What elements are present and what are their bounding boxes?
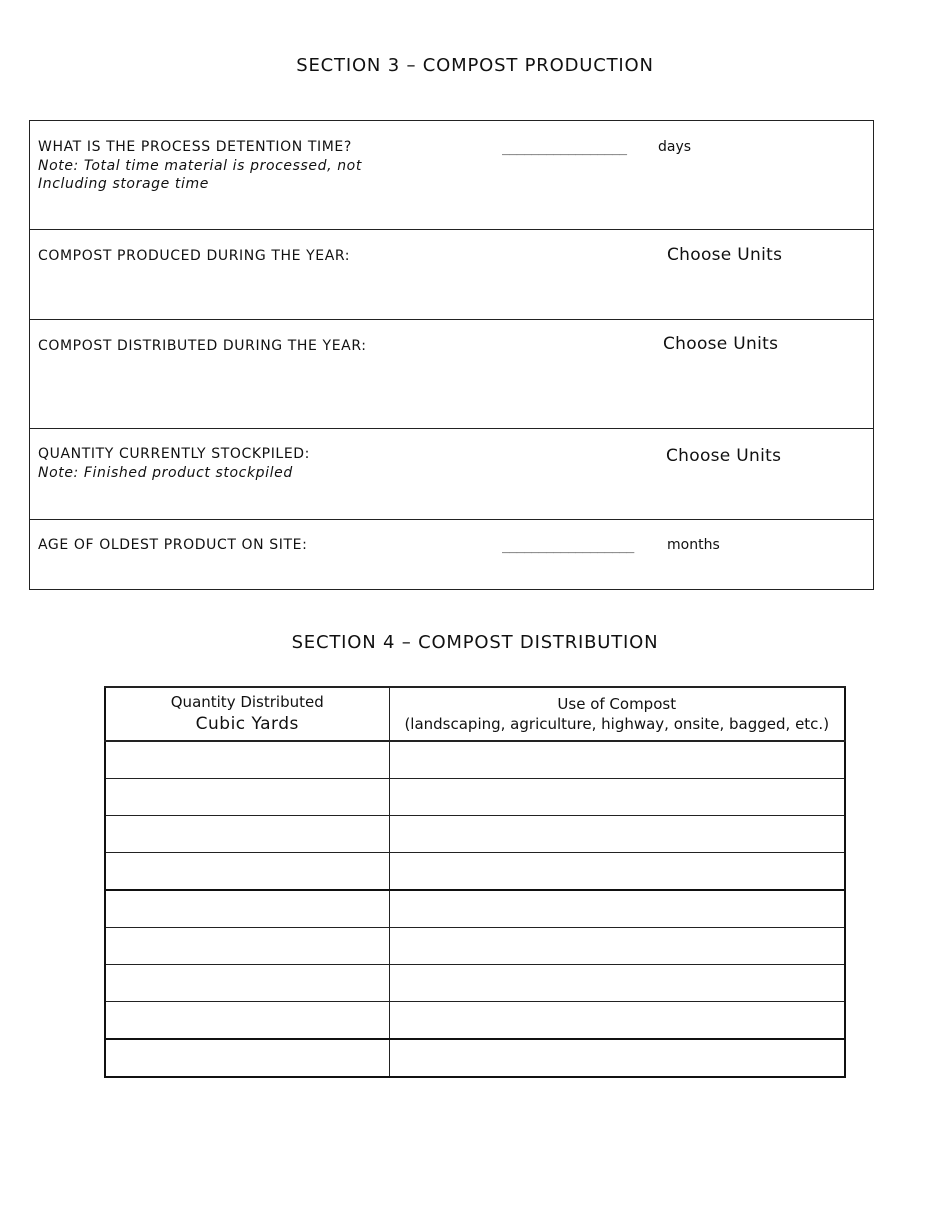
quantity-cell[interactable] (105, 779, 389, 816)
table-row (105, 890, 845, 928)
section-4-title: SECTION 4 – COMPOST DISTRIBUTION (291, 632, 659, 653)
table-header-row (105, 687, 845, 741)
compost-distributed-row (30, 319, 873, 428)
quantity-input[interactable] (106, 965, 389, 1001)
use-input[interactable] (390, 742, 845, 778)
quantity-cell[interactable] (105, 853, 389, 891)
use-cell[interactable] (389, 853, 845, 891)
stockpiled-label: QUANTITY CURRENTLY STOCKPILED: (38, 446, 310, 462)
use-input[interactable] (390, 928, 845, 964)
table-row (105, 816, 845, 853)
table-row (105, 928, 845, 965)
quantity-column-header (105, 687, 389, 741)
compost-distributed-units-select[interactable]: Choose Units (663, 334, 779, 354)
quantity-cell[interactable] (105, 1039, 389, 1077)
quantity-cell[interactable] (105, 816, 389, 853)
use-cell[interactable] (389, 890, 845, 928)
quantity-input[interactable] (106, 928, 389, 964)
use-cell[interactable] (389, 779, 845, 816)
compost-produced-label: COMPOST PRODUCED DURING THE YEAR: (38, 248, 351, 264)
quantity-cell[interactable] (105, 890, 389, 928)
oldest-product-age-field[interactable]: __________________ (502, 539, 634, 554)
table-row (105, 853, 845, 891)
stockpiled-row (30, 428, 873, 519)
use-cell[interactable] (389, 1039, 845, 1077)
detention-time-note-line2: Including storage time (38, 176, 209, 192)
quantity-cell[interactable] (105, 741, 389, 779)
quantity-header-line2: Cubic Yards (195, 714, 299, 734)
use-column-header (389, 687, 845, 741)
compost-distributed-label: COMPOST DISTRIBUTED DURING THE YEAR: (38, 338, 367, 354)
table-row (105, 741, 845, 779)
compost-distribution-table (104, 686, 846, 1078)
use-input[interactable] (390, 891, 845, 927)
use-cell[interactable] (389, 1002, 845, 1040)
quantity-header-line1: Quantity Distributed (170, 693, 324, 711)
use-input[interactable] (390, 1002, 845, 1038)
detention-time-row (30, 121, 873, 229)
use-input[interactable] (390, 816, 845, 852)
quantity-input[interactable] (106, 742, 389, 778)
quantity-input[interactable] (106, 891, 389, 927)
quantity-input[interactable] (106, 1040, 389, 1076)
detention-time-field[interactable]: _________________ (502, 141, 627, 156)
section-3-title: SECTION 3 – COMPOST PRODUCTION (296, 55, 654, 76)
table-row (105, 965, 845, 1002)
use-input[interactable] (390, 1040, 845, 1076)
use-input[interactable] (390, 779, 845, 815)
quantity-input[interactable] (106, 816, 389, 852)
compost-production-form (29, 120, 874, 590)
use-cell[interactable] (389, 965, 845, 1002)
stockpiled-units-select[interactable]: Choose Units (666, 446, 782, 466)
use-header-line2: (landscaping, agriculture, highway, onsite, bagged, etc.) (404, 715, 830, 733)
use-cell[interactable] (389, 741, 845, 779)
quantity-cell[interactable] (105, 965, 389, 1002)
quantity-input[interactable] (106, 1002, 389, 1038)
detention-time-note-line1: Note: Total time material is processed, not (38, 158, 362, 174)
quantity-cell[interactable] (105, 928, 389, 965)
detention-time-unit: days (658, 139, 692, 155)
oldest-product-age-row (30, 519, 873, 589)
use-cell[interactable] (389, 816, 845, 853)
use-input[interactable] (390, 965, 845, 1001)
quantity-input[interactable] (106, 853, 389, 889)
detention-time-label: WHAT IS THE PROCESS DETENTION TIME? (38, 139, 352, 155)
stockpiled-note: Note: Finished product stockpiled (38, 465, 293, 481)
use-cell[interactable] (389, 928, 845, 965)
compost-produced-row (30, 229, 873, 319)
table-row (105, 779, 845, 816)
table-row (105, 1039, 845, 1077)
compost-produced-units-select[interactable]: Choose Units (667, 245, 783, 265)
table-row (105, 1002, 845, 1040)
quantity-cell[interactable] (105, 1002, 389, 1040)
oldest-product-age-label: AGE OF OLDEST PRODUCT ON SITE: (38, 537, 308, 553)
oldest-product-age-unit: months (667, 537, 720, 553)
use-header-line1: Use of Compost (557, 695, 677, 713)
quantity-input[interactable] (106, 779, 389, 815)
use-input[interactable] (390, 853, 845, 889)
